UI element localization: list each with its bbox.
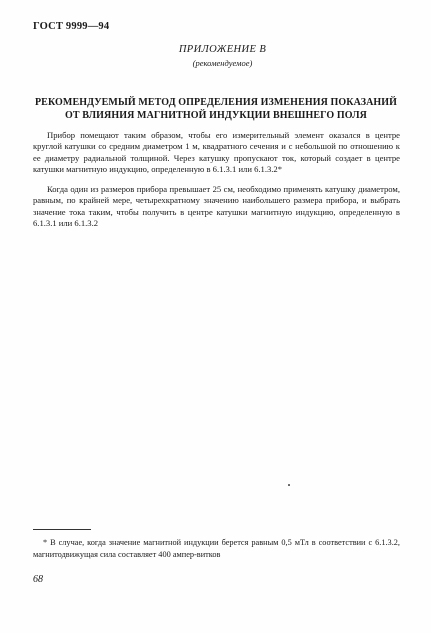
body-paragraph-1: Прибор помещают таким образом, чтобы его измерительный элемент оказался в центре круглой катушки со средним диаметром 1 м, квадратного сечения и с небольшой по отношению к ее диаметру радиальной толщиной. Через катушку пропускают ток, который создает в центре катушки магнитную индукцию, определенную в 6.1.3.1 или 6.1.3.2* (33, 130, 400, 175)
footnote: * В случае, когда значение магнитной индукции берется равным 0,5 мТл в соответствии с 6.1.3.2, магнитодвижущая сила составляет 400 ампер-витков (33, 538, 400, 559)
standard-code-header: ГОСТ 9999—94 (33, 21, 110, 32)
body-paragraph-2: Когда один из размеров прибора превышает 25 см, необходимо применять катушку диаметром, равным, по крайней мере, четырехкратному значению наибольшего размера прибора, и выбрать значение тока таким, чтобы получить в центре катушки магнитную индукцию, определенную в 6.1.3.1 или 6.1.3.2 (33, 184, 400, 229)
section-heading: РЕКОМЕНДУЕМЫЙ МЕТОД ОПРЕДЕЛЕНИЯ ИЗМЕНЕНИЯ ПОКАЗАНИЙ ОТ ВЛИЯНИЯ МАГНИТНОЙ ИНДУКЦИИ ВНЕШНЕГО ПОЛЯ (34, 97, 398, 121)
scan-speck (288, 484, 290, 486)
page-number: 68 (33, 574, 43, 585)
footnote-divider (33, 529, 91, 530)
appendix-title: ПРИЛОЖЕНИЕ В (178, 44, 267, 55)
appendix-subtitle: (рекомендуемое) (192, 58, 253, 68)
